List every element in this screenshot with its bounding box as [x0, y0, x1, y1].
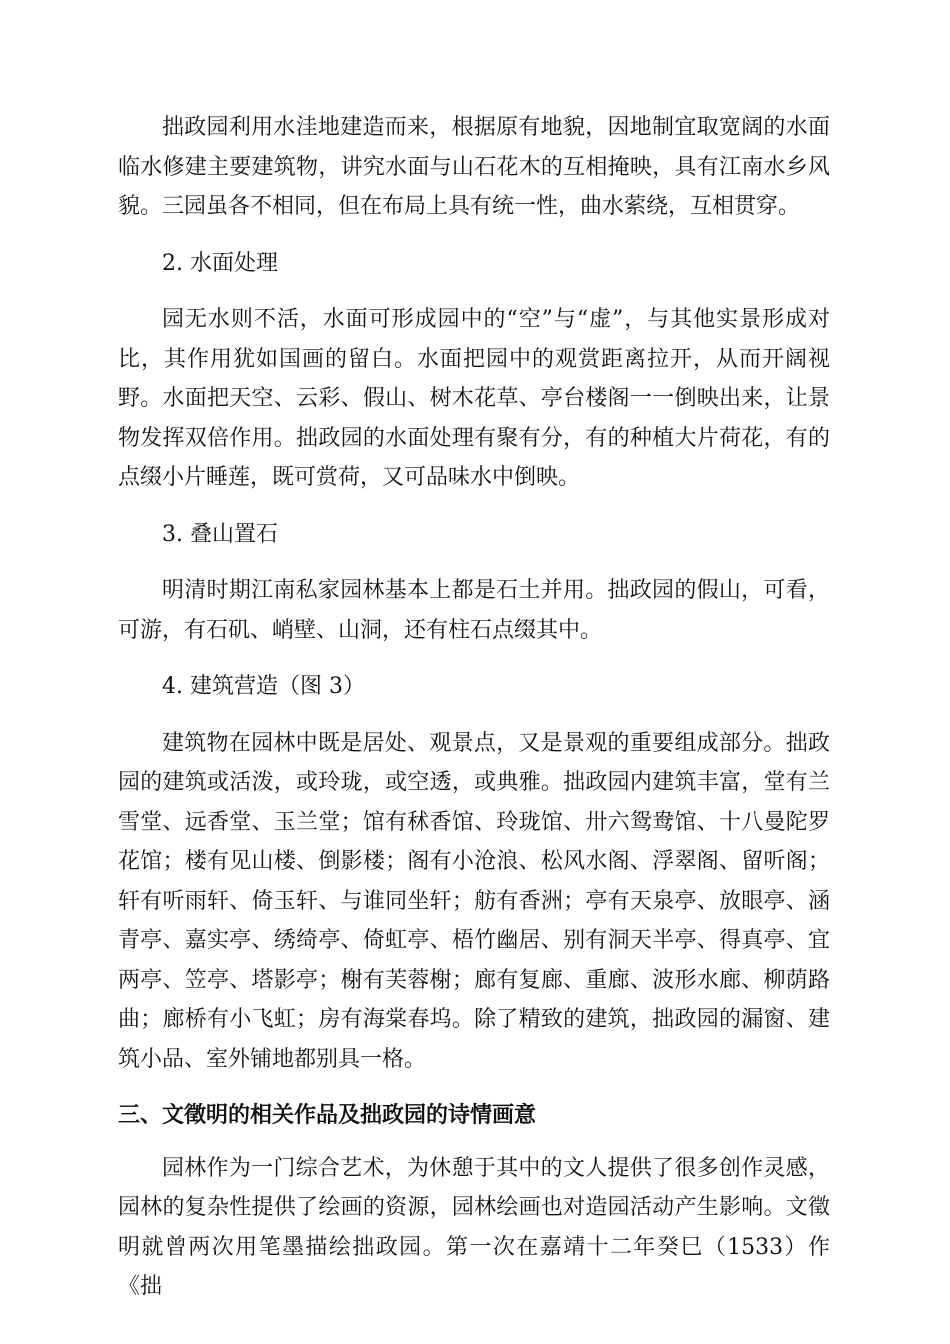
- section-heading: 三、文徵明的相关作品及拙政园的诗情画意: [118, 1103, 537, 1128]
- subsection-heading-water: 2. 水面处理: [162, 250, 278, 276]
- section-paragraph: 园林作为一门综合艺术，为休憩于其中的文人提供了很多创作灵感，园林的复杂性提供了绘画的资源，园林绘画也对造园活动产生影响。文徵明就曾两次用笔墨描绘拙政园。第一次在嘉靖十二年癸巳（1533）作《拙: [118, 1155, 830, 1299]
- subsection-body-water: 园无水则不活，水面可形成园中的“空”与“虚”，与其他实景形成对比，其作用犹如国画的留白。水面把园中的观赏距离拉开，从而开阔视野。水面把天空、云彩、假山、树木花草、亭台楼阁一一倒映出来，让景物发挥双倍作用。拙政园的水面处理有聚有分，有的种植大片荷花，有的点缀小片睡莲，既可赏荷，又可品味水中倒映。: [118, 307, 830, 490]
- subsection-heading-architecture: 4. 建筑营造（图 3）: [162, 674, 365, 699]
- subsection-body-rockery: 明清时期江南私家园林基本上都是石土并用。拙政园的假山，可看，可游，有石矶、峭壁、山洞，还有柱石点缀其中。: [118, 578, 830, 643]
- document-page: [118, 108, 830, 1307]
- subsection-heading-rockery: 3. 叠山置石: [162, 521, 278, 547]
- intro-paragraph: 拙政园利用水洼地建造而来，根据原有地貌，因地制宜取宽阔的水面临水修建主要建筑物，讲究水面与山石花木的互相掩映，具有江南水乡风貌。三园虽各不相同，但在布局上具有统一性，曲水萦绕，互相贯穿。: [118, 115, 830, 219]
- subsection-body-architecture: 建筑物在园林中既是居处、观景点，又是景观的重要组成部分。拙政园的建筑或活泼，或玲珑，或空透，或典雅。拙政园内建筑丰富，堂有兰雪堂、远香堂、玉兰堂；馆有秫香馆、玲珑馆、卅六鸳鸯馆、十八曼陀罗花馆；楼有见山楼、倒影楼；阁有小沧浪、松风水阁、浮翠阁、留听阁；轩有听雨轩、倚玉轩、与谁同坐轩；舫有香洲；亭有天泉亭、放眼亭、涵青亭、嘉实亭、绣绮亭、倚虹亭、梧竹幽居、别有洞天半亭、得真亭、宜两亭、笠亭、塔影亭；榭有芙蓉榭；廊有复廊、重廊、波形水廊、柳荫路曲；廊桥有小飞虹；房有海棠春坞。除了精致的建筑，拙政园的漏窗、建筑小品、室外铺地都别具一格。: [118, 730, 830, 1072]
